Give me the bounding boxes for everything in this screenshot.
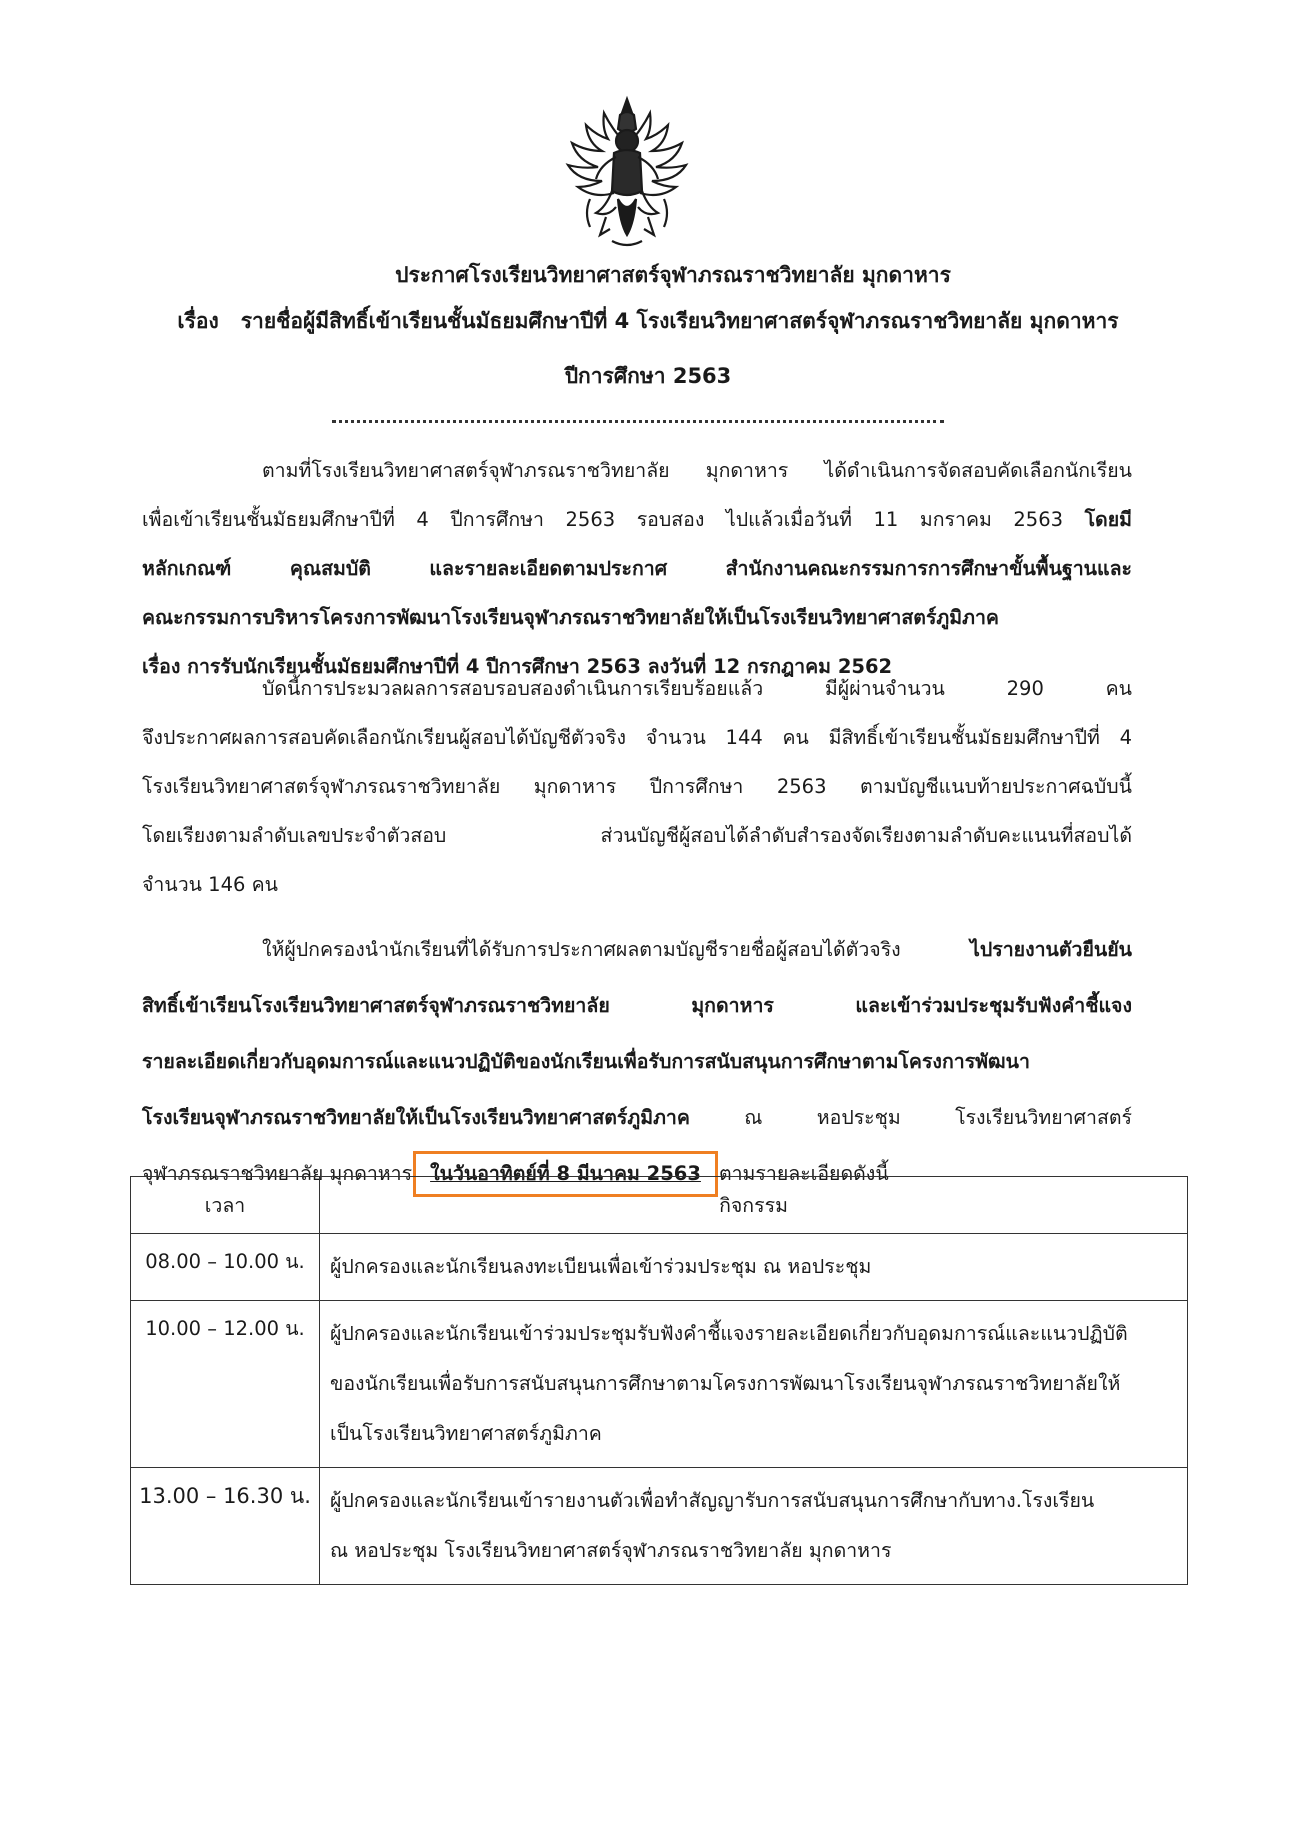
garuda-emblem-icon (556, 95, 698, 255)
activity-line: เป็นโรงเรียนวิทยาศาสตร์ภูมิภาค (330, 1422, 602, 1445)
paragraph-line: บัดนี้การประมวลผลการสอบรอบสองดำเนินการเรียบร้อยแล้ว มีผู้ผ่านจำนวน 290 คน (262, 677, 1132, 700)
paragraph-line: เรื่อง การรับนักเรียนชั้นมัธยมศึกษาปีที่ 4 ปีการศึกษา 2563 ลงวันที่ 12 กรกฎาคม 2562 (142, 655, 893, 678)
paragraph-line (142, 922, 1132, 978)
paragraph-text-bold: โรงเรียนจุฬาภรณราชวิทยาลัยให้เป็นโรงเรียนวิทยาศาสตร์ภูมิภาค (142, 1106, 690, 1129)
paragraph-line: ตามที่โรงเรียนวิทยาศาสตร์จุฬาภรณราชวิทยาลัย มุกดาหาร ได้ดำเนินการจัดสอบคัดเลือกนักเรียน (262, 459, 1132, 482)
paragraph-text: เพื่อเข้าเรียนชั้นมัธยมศึกษาปีที่ 4 ปีการศึกษา 2563 รอบสอง ไปแล้วเมื่อวันที่ 11 มกราคม 2563 (142, 508, 1064, 531)
activity-cell (320, 1468, 1188, 1585)
paragraph-text: ตามรายละเอียดดังนี้ (718, 1162, 889, 1185)
paragraph-line: คณะกรรมการบริหารโครงการพัฒนาโรงเรียนจุฬาภรณราชวิทยาลัยให้เป็นโรงเรียนวิทยาศาสตร์ภูมิภาค (142, 606, 999, 629)
subject-label: เรื่อง (177, 309, 219, 333)
paragraph-text: จุฬาภรณราชวิทยาลัย มุกดาหาร (142, 1162, 413, 1185)
table-row (131, 1468, 1188, 1585)
column-header-time: เวลา (131, 1177, 320, 1234)
activity-line: ผู้ปกครองและนักเรียนลงทะเบียนเพื่อเข้าร่วมประชุม ณ หอประชุม (330, 1255, 872, 1278)
paragraph-text: ณ หอประชุม โรงเรียนวิทยาศาสตร์ (744, 1106, 1132, 1129)
time-cell: 10.00 – 12.00 น. (131, 1301, 320, 1468)
paragraph-2 (142, 664, 1132, 909)
paragraph-line: หลักเกณฑ์ คุณสมบัติ และรายละเอียดตามประกาศ สำนักงานคณะกรรมการการศึกษาขั้นพื้นฐานและ (142, 557, 1132, 580)
paragraph-line: จำนวน 146 คน (142, 873, 278, 896)
activity-line: ของนักเรียนเพื่อรับการสนับสนุนการศึกษาตามโครงการพัฒนาโรงเรียนจุฬาภรณราชวิทยาลัยให้ (330, 1372, 1121, 1395)
paragraph-line: จึงประกาศผลการสอบคัดเลือกนักเรียนผู้สอบได้บัญชีตัวจริง จำนวน 144 คน มีสิทธิ์เข้าเรียนชั้นมัธยมศึกษาปีที่ 4 (142, 726, 1132, 749)
paragraph-line: โรงเรียนวิทยาศาสตร์จุฬาภรณราชวิทยาลัย มุกดาหาร ปีการศึกษา 2563 ตามบัญชีแนบท้ายประกาศฉบับนี้ (142, 775, 1132, 798)
table-row (131, 1301, 1188, 1468)
dotted-divider (332, 420, 944, 423)
table-header-row (131, 1177, 1188, 1234)
activity-cell (320, 1234, 1188, 1301)
academic-year: ปีการศึกษา 2563 (564, 364, 732, 388)
activity-cell (320, 1301, 1188, 1468)
paragraph-line: โดยเรียงตามลำดับเลขประจำตัวสอบ ส่วนบัญชีผู้สอบได้ลำดับสำรองจัดเรียงตามลำดับคะแนนที่สอบได้ (142, 824, 1132, 847)
paragraph-line: รายละเอียดเกี่ยวกับอุดมการณ์และแนวปฏิบัติของนักเรียนเพื่อรับการสนับสนุนการศึกษาตามโครงการพัฒนา (142, 1050, 1030, 1073)
time-cell: 13.00 – 16.30 น. (131, 1468, 320, 1585)
highlighted-date: ในวันอาทิตย์ที่ 8 มีนาคม 2563 (418, 1156, 713, 1192)
activity-line: ผู้ปกครองและนักเรียนเข้ารายงานตัวเพื่อทำสัญญารับการสนับสนุนการศึกษากับทาง.โรงเรียน (330, 1489, 1095, 1512)
paragraph-line (142, 1090, 1132, 1146)
paragraph-line: สิทธิ์เข้าเรียนโรงเรียนวิทยาศาสตร์จุฬาภรณราชวิทยาลัย มุกดาหาร และเข้าร่วมประชุมรับฟังคำชี้แจง (142, 994, 1132, 1017)
announcement-title: ประกาศโรงเรียนวิทยาศาสตร์จุฬาภรณราชวิทยาลัย มุกดาหาร (395, 263, 951, 287)
paragraph-line (142, 495, 1132, 544)
column-header-activity: กิจกรรม (320, 1177, 1188, 1234)
paragraph-3 (142, 922, 1132, 1202)
activity-line: ผู้ปกครองและนักเรียนเข้าร่วมประชุมรับฟังคำชี้แจงรายละเอียดเกี่ยวกับอุดมการณ์และแนวปฏิบัติ (330, 1322, 1128, 1345)
paragraph-1 (142, 446, 1132, 691)
paragraph-text-bold: ไปรายงานตัวยืนยัน (970, 938, 1132, 961)
table-row (131, 1234, 1188, 1301)
paragraph-text-bold: โดยมี (1084, 508, 1132, 531)
subject-text: รายชื่อผู้มีสิทธิ์เข้าเรียนชั้นมัธยมศึกษาปีที่ 4 โรงเรียนวิทยาศาสตร์จุฬาภรณราชวิทยาลัย มุกดาหาร (240, 309, 1119, 333)
paragraph-text: ให้ผู้ปกครองนำนักเรียนที่ได้รับการประกาศผลตามบัญชีรายชื่อผู้สอบได้ตัวจริง (262, 938, 901, 961)
announcement-subject (0, 307, 1290, 335)
activity-line: ณ หอประชุม โรงเรียนวิทยาศาสตร์จุฬาภรณราชวิทยาลัย มุกดาหาร (330, 1539, 892, 1562)
schedule-table (130, 1176, 1188, 1585)
time-cell: 08.00 – 10.00 น. (131, 1234, 320, 1301)
